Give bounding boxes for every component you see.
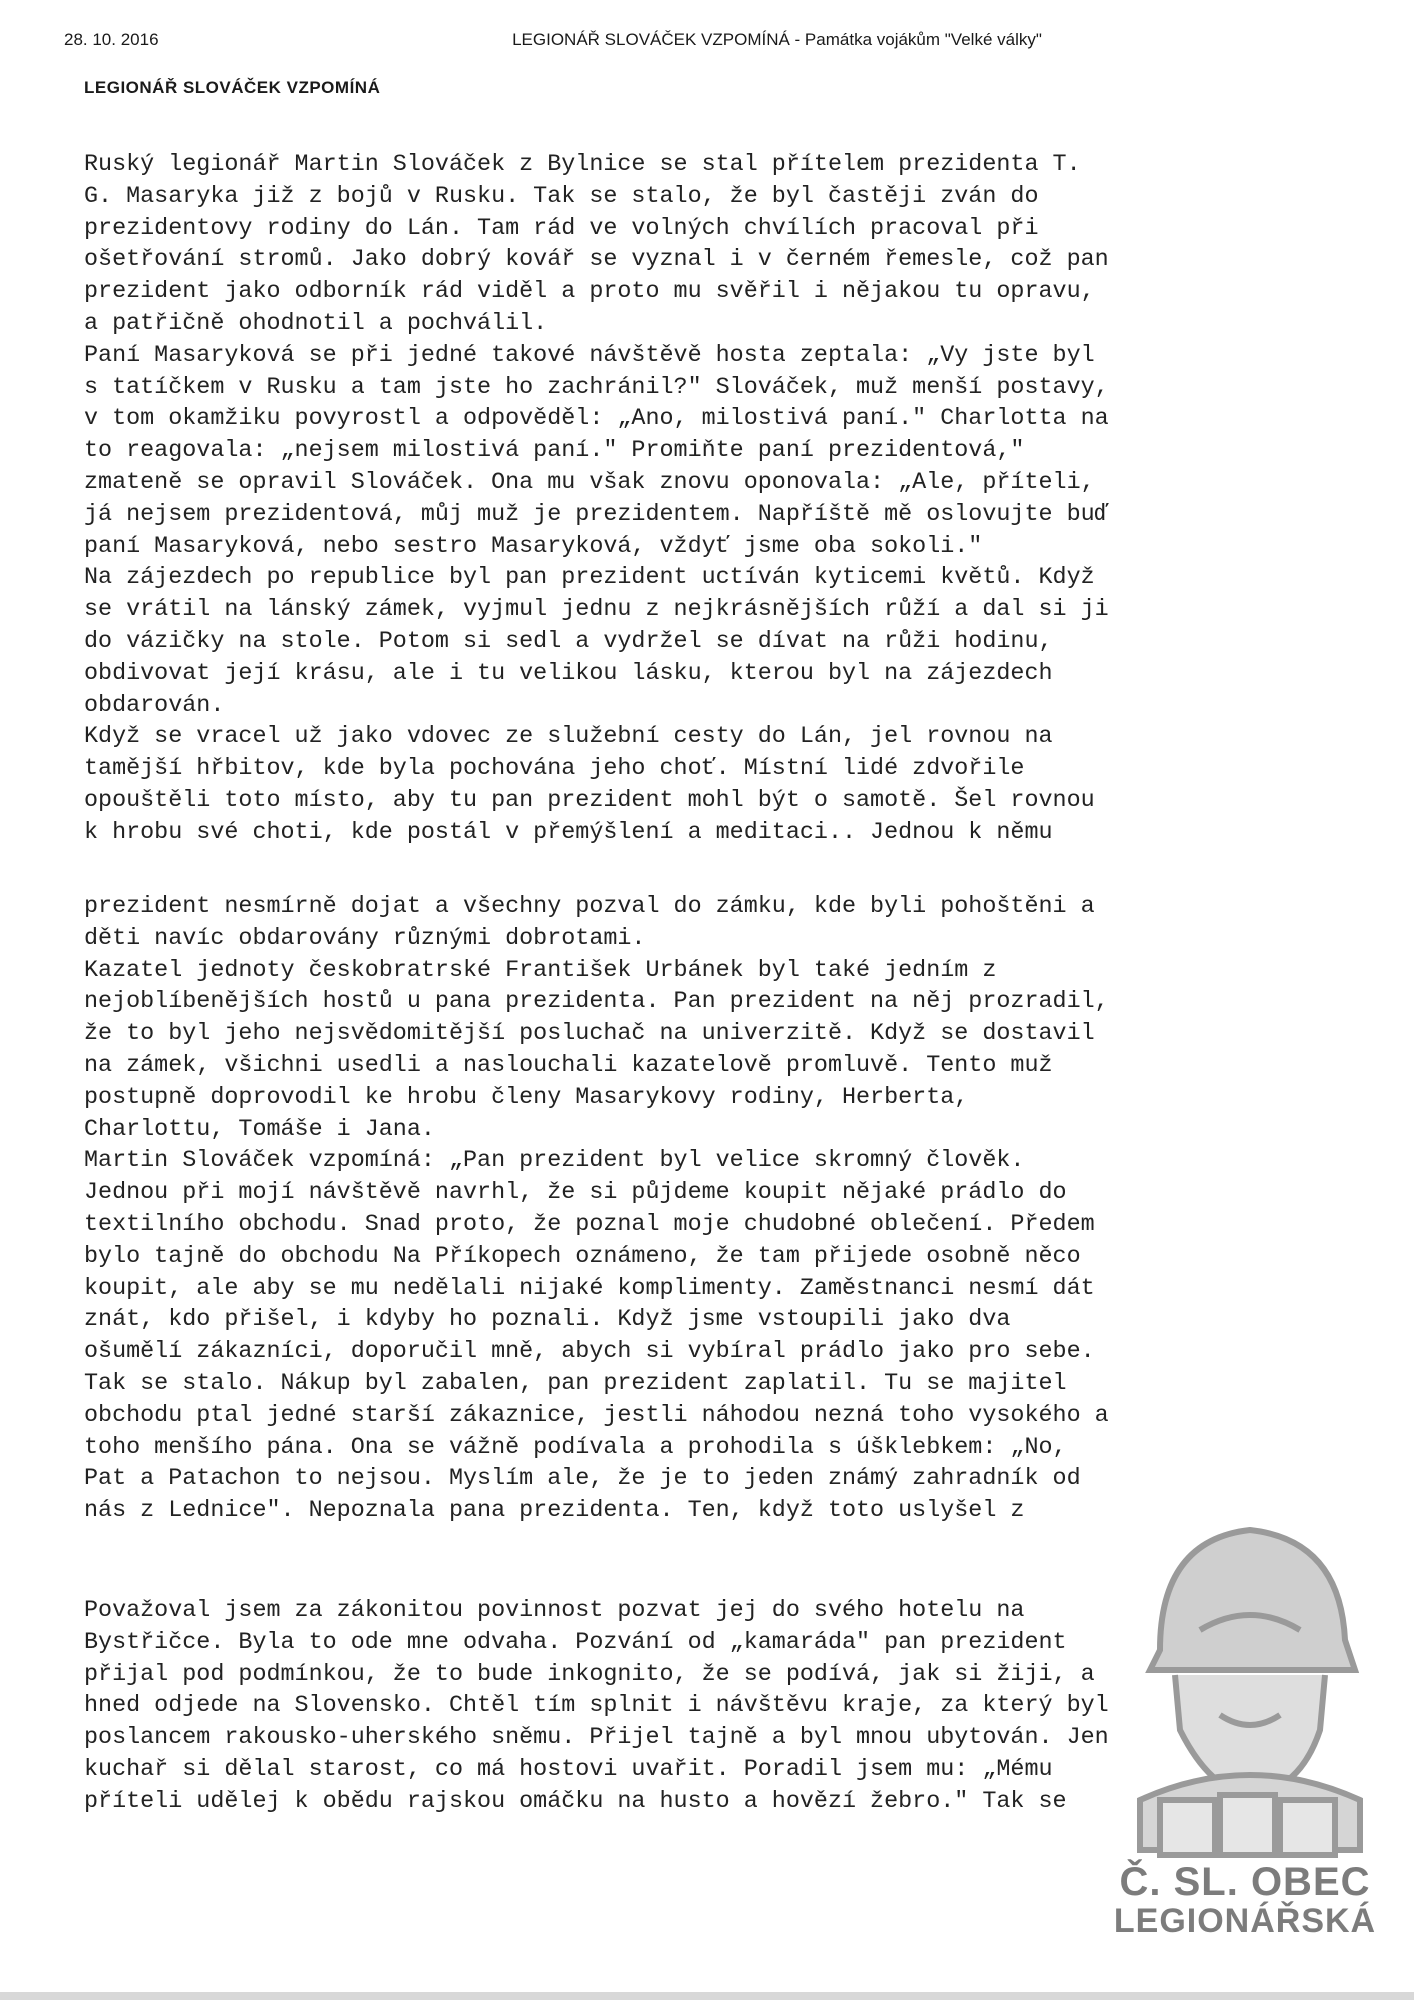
header-title: LEGIONÁŘ SLOVÁČEK VZPOMÍNÁ - Památka vojákům "Velké války"	[512, 30, 1042, 49]
text-line: G. Masaryka již z bojů v Rusku. Tak se stalo, že byl častěji zván do	[84, 183, 1039, 210]
emblem-label-line1: Č. SL. OBEC	[1119, 1860, 1371, 1904]
text-line: v tom okamžiku povyrostl a odpověděl: „Ano, milostivá paní." Charlotta na	[84, 406, 1109, 433]
text-line: ošetřování stromů. Jako dobrý kovář se vyznal i v černém řemesle, což pan	[84, 247, 1109, 274]
emblem-label-line2: LEGIONÁŘSKÁ	[1113, 1902, 1377, 1940]
document-title: LEGIONÁŘ SLOVÁČEK VZPOMÍNÁ	[84, 78, 381, 97]
text-line: a patřičně ohodnotil a pochválil.	[84, 310, 548, 337]
text-line: s tatíčkem v Rusku a tam jste ho zachránil?" Slováček, muž menší postavy,	[84, 374, 1109, 401]
text-line: postupně doprovodil ke hrobu členy Masarykovy rodiny, Herberta,	[84, 1084, 969, 1111]
text-line: Martin Slováček vzpomíná: „Pan prezident byl velice skromný člověk.	[84, 1148, 1025, 1175]
text-line: obchodu ptal jedné starší zákaznice, jestli náhodou nezná toho vysokého a	[84, 1402, 1109, 1429]
text-line: Jednou při mojí návštěvě navrhl, že si půjdeme koupit nějaké prádlo do	[84, 1180, 1067, 1207]
text-line: bylo tajně do obchodu Na Příkopech oznámeno, že tam přijede osobně něco	[84, 1243, 1081, 1270]
text-line: do vázičky na stole. Potom si sedl a vydržel se dívat na růži hodinu,	[84, 628, 1053, 655]
text-line: prezidentovy rodiny do Lán. Tam rád ve volných chvílích pracoval při	[84, 215, 1039, 242]
text-line: Na zájezdech po republice byl pan prezident uctíván kyticemi květů. Když	[84, 565, 1095, 592]
text-line: textilního obchodu. Snad proto, že poznal moje chudobné oblečení. Předem	[84, 1211, 1095, 1238]
text-line: poslancem rakousko-uherského sněmu. Přijel tajně a byl mnou ubytován. Jen	[84, 1725, 1109, 1752]
text-line: Tak se stalo. Nákup byl zabalen, pan prezident zaplatil. Tu se majitel	[84, 1370, 1067, 1397]
text-line: opouštěli toto místo, aby tu pan prezident mohl být o samotě. Šel rovnou	[84, 787, 1095, 814]
header-date: 28. 10. 2016	[64, 30, 159, 49]
soldier-emblem-icon	[1100, 1500, 1390, 1860]
text-block-1	[84, 150, 1344, 850]
text-line: Bystřičce. Byla to ode mne odvaha. Pozvání od „kamaráda" pan prezident	[84, 1629, 1067, 1656]
text-line: Ruský legionář Martin Slováček z Bylnice se stal přítelem prezidenta T.	[84, 152, 1081, 178]
text-line: obdivovat její krásu, ale i tu velikou lásku, kterou byl na zájezdech	[84, 660, 1053, 687]
legion-emblem-watermark	[1100, 1500, 1390, 1940]
text-line: Charlottu, Tomáše i Jana.	[84, 1116, 435, 1143]
text-line: nejoblíbenějších hostů u pana prezidenta. Pan prezident na něj prozradil,	[84, 989, 1109, 1016]
text-line: nás z Lednice". Nepoznala pana prezidenta. Ten, když toto uslyšel z	[84, 1498, 1025, 1525]
text-line: koupit, ale aby se mu nedělali nijaké komplimenty. Zaměstnanci nesmí dát	[84, 1275, 1095, 1302]
page-bottom-edge	[0, 1992, 1414, 2000]
text-line: toho menšího pána. Ona se vážně podívala a prohodila s úšklebkem: „No,	[84, 1434, 1067, 1461]
text-line: kuchař si dělal starost, co má hostovi uvařit. Poradil jsem mu: „Mému	[84, 1756, 1053, 1783]
text-line: Pat a Patachon to nejsou. Myslím ale, že je to jeden známý zahradník od	[84, 1466, 1081, 1493]
text-line: k hrobu své choti, kde postál v přemýšlení a meditaci.. Jednou k němu	[84, 819, 1053, 846]
text-line: prezident nesmírně dojat a všechny pozval do zámku, kde byli pohoštěni a	[84, 894, 1095, 920]
text-line: já nejsem prezidentová, můj muž je prezidentem. Napříště mě oslovujte buď	[84, 501, 1109, 528]
text-line: že to byl jeho nejsvědomitější posluchač na univerzitě. Když se dostavil	[84, 1021, 1095, 1048]
text-line: obdarován.	[84, 692, 225, 719]
text-line: tamější hřbitov, kde byla pochována jeho choť. Místní lidé zdvořile	[84, 756, 1025, 783]
text-line: se vrátil na lánský zámek, vyjmul jednu z nejkrásnějších růží a dal si ji	[84, 597, 1109, 624]
text-line: Když se vracel už jako vdovec ze služební cesty do Lán, jel rovnou na	[84, 724, 1053, 751]
text-block-2	[84, 892, 1344, 1528]
text-line: Paní Masaryková se při jedné takové návštěvě hosta zeptala: „Vy jste byl	[84, 342, 1095, 369]
text-line: Považoval jsem za zákonitou povinnost pozvat jej do svého hotelu na	[84, 1598, 1025, 1624]
text-line: to reagovala: „nejsem milostivá paní." Promiňte paní prezidentová,"	[84, 438, 1025, 465]
text-line: znát, kdo přišel, i kdyby ho poznali. Když jsme vstoupili jako dva	[84, 1307, 1011, 1334]
text-line: zmateně se opravil Slováček. Ona mu však znovu oponovala: „Ale, příteli,	[84, 469, 1095, 496]
text-line: Kazatel jednoty českobratrské František Urbánek byl také jedním z	[84, 957, 997, 984]
text-line: paní Masaryková, nebo sestro Masaryková, vždyť jsme oba sokoli."	[84, 533, 983, 560]
text-line: na zámek, všichni usedli a naslouchali kazatelově promluvě. Tento muž	[84, 1052, 1053, 1079]
text-line: přijal pod podmínkou, že to bude inkognito, že se podívá, jak si žiji, a	[84, 1661, 1095, 1688]
text-line: hned odjede na Slovensko. Chtěl tím splnit i návštěvu kraje, za který byl	[84, 1693, 1109, 1720]
text-line: prezident jako odborník rád viděl a proto mu svěřil i nějakou tu opravu,	[84, 279, 1095, 306]
text-line: příteli udělej k obědu rajskou omáčku na husto a hovězí žebro." Tak se	[84, 1788, 1067, 1815]
text-line: děti navíc obdarovány různými dobrotami.	[84, 925, 646, 952]
text-line: ošumělí zákazníci, doporučil mně, abych si vybíral prádlo jako pro sebe.	[84, 1339, 1095, 1366]
